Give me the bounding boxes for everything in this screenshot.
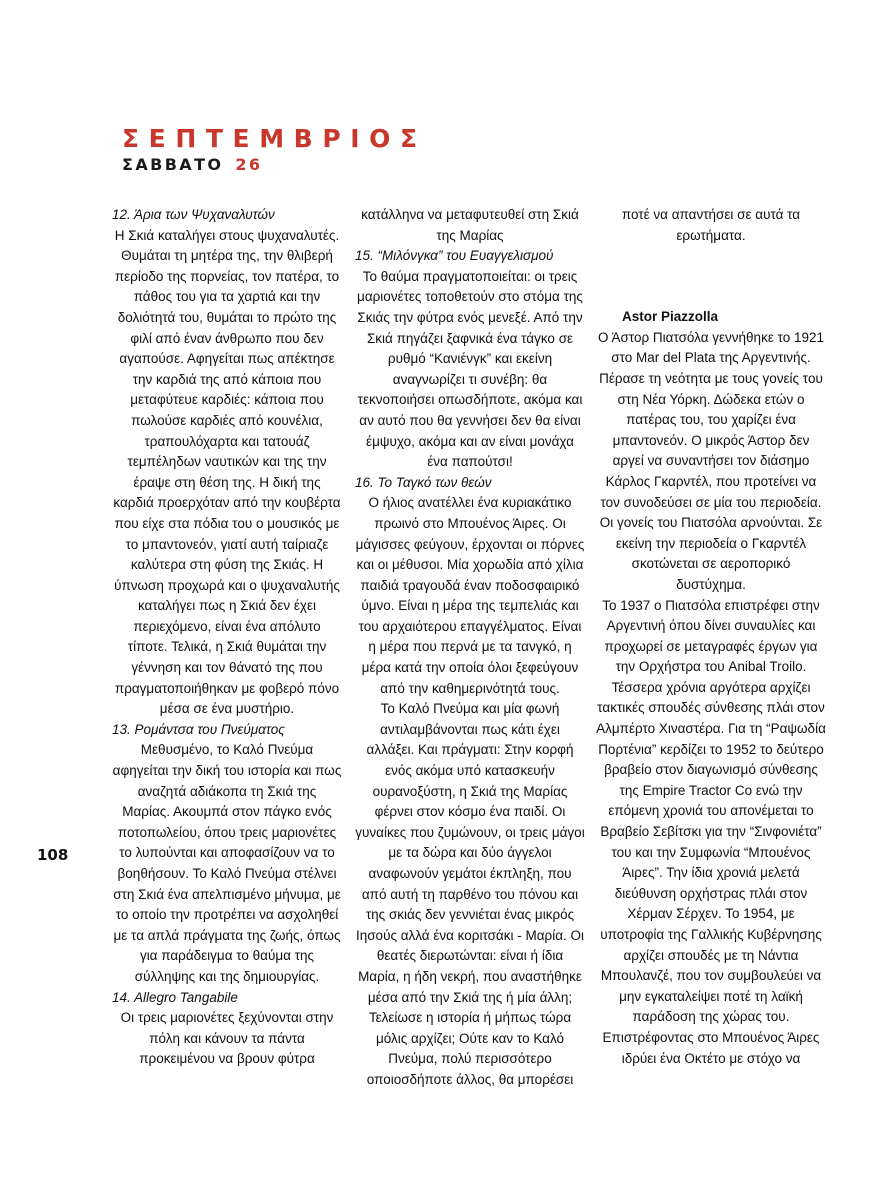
section-12-body: Η Σκιά καταλήγει στους ψυχαναλυτές. Θυμάται τη μητέρα της, την θλιβερή περίοδο της πορνείας, τον πατέρα, το πάθος του για τα χαρτιά και την δολιότητά του, θυμάται το πρώτο της φιλί από έναν άνθρωπο που δεν αγαπούσε. Αφηγείται πως απέκτησε την καρδιά της από κάποια που μεταφύτευε καρδιές: κάποια που πωλούσε καρδιές από κουνέλια, τραπουλόχαρτα και τατουάζ τεμπέληδων ναυτικών και της την έραψε στη θέση της. Η δική της καρδιά προερχόταν από την κουβέρτα που είχε στα πόδια του ο μουσικός με το μπαντονεόν, γιατί αυτή ταίριαζε καλύτερα στη φύση της Σκιάς. Η ύπνωση προχωρά και ο ψυχαναλυτής καταλήγει πως η Σκιά δεν έχει περιεχόμενο, είναι ένα απόλυτο τίποτε. Τελικά, η Σκιά θυμάται την γέννηση και τον θάνατό της που πραγματοποιήθηκαν με φοβερό πόνο μέσα σε ένα μυστήριο. xyxy=(113,227,341,717)
text-column-3 xyxy=(596,205,826,1069)
section-16-title: 16. Το Ταγκό των θεών xyxy=(355,474,492,490)
section-15-body: Το θαύμα πραγματοποιείται: οι τρεις μαριονέτες τοποθετούν στο στόμα της Σκιάς την φύτρα ενός μενεξέ. Από την Σκιά πηγάζει ξαφνικά ένα τάγκο σε ρυθμό “Κανιένγκ” και εκείνη αναγνωρίζει τι συνέβη: θα τεκνοποιήσει οπωσδήποτε, ακόμα και αν αυτό που θα γεννήσει δεν θα είναι έμψυχο, ακόμα και αν είναι μονάχα ένα παπούτσι! xyxy=(357,268,583,470)
section-15-title: 15. “Μιλόνγκα” του Ευαγγελισμού xyxy=(355,248,554,264)
section-13-title: 13. Ρομάντσα του Πνεύματος xyxy=(112,721,285,737)
section-12-title: 12. Άρια των Ψυχαναλυτών xyxy=(112,207,275,222)
section-14-continued: κατάλληνα να μεταφυτευθεί στη Σκιά της Μαρίας xyxy=(361,207,579,243)
page-number: 108 xyxy=(37,846,69,864)
section-14-title: 14. Allegro Tangabile xyxy=(112,989,238,1005)
day-name: ΣΑΒΒΑΤΟ xyxy=(122,155,224,174)
column-spacer xyxy=(596,246,826,307)
section-16-body-2: Το Καλό Πνεύμα και μία φωνή αντιλαμβάνονται πως κάτι έχει αλλάξει. Και πράγματι: Στην κορφή ενός ακόμα υπό κατασκευήν ουρανοξύστη, η Σκιά της Μαρίας φέρνει στον κόσμο ένα παιδί. Οι γυναίκες που ζυμώνουν, οι τρεις μάγοι με τα δώρα και δύο άγγελοι αναφωνούν γεμάτοι έκπληξη, που από αυτή τη παρθένο του πόνου και της σκιάς δεν γεννιέται ένας μικρός Ιησούς αλλά ένα κοριτσάκι - Μαρία. Οι θεατές διερωτώνται: είναι ή ίδια Μαρία, η ήδη νεκρή, που αναστήθηκε μέσα από την Σκιά της ή μία άλλη; Τελείωσε η ιστορία ή μήπως τώρα μόλις αρχίζει; Ούτε καν το Καλό Πνεύμα, πολύ περισσότερο οποιοσδήποτε άλλος, θα μπορέσει xyxy=(355,701,585,1087)
biography-paragraph-2: Το 1937 ο Πιατσόλα επιστρέφει στην Αργεντινή όπου δίνει συναυλίες και προχωρεί σε μεταγραφές έργων για την Ορχήστρα του Anibal Troilo. Τέσσερα χρόνια αργότερα αρχίζει τακτικές σπουδές σύνθεσης πλάι στον Αλμπέρτο Χιναστέρα. Για τη “Ραψωδία Πορτένια” κερδίζει το 1952 το δεύτερο βραβείο στον διαγωνισμό σύνθεσης της Empire Tractor Co ενώ την επόμενη χρονιά του απονέμεται το Βραβείο Σεβίτσκι για την “Σινφονιέτα” του και την Συμφωνία “Μπουένος Άιρες”. Την ίδια χρονιά μελετά διεύθυνση ορχήστρας πλάι στον Χέρμαν Σέρχεν. Το 1954, με υποτροφία της Γαλλικής Κυβέρνησης αρχίζει σπουδές με τη Νάντια Μπουλανζέ, που τον συμβουλεύει να μην εγκαταλείψει ποτέ τη λαϊκή παράδοση της χώρας του. Επιστρέφοντας στο Μπουένος Άιρες ιδρύει ένα Οκτέτο με στόχο να xyxy=(596,597,826,1066)
section-16-body-1: Ο ήλιος ανατέλλει ένα κυριακάτικο πρωινό στο Μπουένος Άιρες. Οι μάγισσες φεύγουν, έρχονται οι πόρνες και οι μέθυσοι. Μία χορωδία από χίλια παιδιά τραγουδά έναν ποδοσφαιρικό ύμνο. Είναι η μέρα της τεμπελιάς και του αρχαιότερου επαγγέλματος. Είναι η μέρα που περνά με τα τανγκό, η μέρα κατά την οποία όλοι ξεφεύγουν από την καθημερινότητά τους. xyxy=(355,495,585,696)
day-number: 26 xyxy=(235,155,263,174)
section-16-continued: ποτέ να απαντήσει σε αυτά τα ερωτήματα. xyxy=(621,207,801,243)
day-title xyxy=(122,157,262,173)
section-14-body: Οι τρεις μαριονέτες ξεχύνονται στην πόλη και κάνουν τα πάντα προκειμένου να βρουν φύτρα xyxy=(120,1010,334,1067)
text-column-1 xyxy=(112,205,342,1070)
biography-paragraph-1: Ο Άστορ Πιατσόλα γεννήθηκε το 1921 στο Mar del Plata της Αργεντινής. Πέρασε τη νεότητα με τους γονείς του στη Νέα Υόρκη. Δώδεκα ετών ο πατέρας του, του χαρίζει ένα μπαντονεόν. Ο μικρός Άστορ δεν αργεί να συναντήσει τον διάσημο Κάρλος Γκαρντέλ, που προτείνει να τον συνοδεύσει σε μία του περιοδεία. Οι γονείς του Πιατσόλα αρνούνται. Σε εκείνη την περιοδεία ο Γκαρντέλ σκοτώνεται σε αεροπορικό δυστύχημα. xyxy=(597,329,825,592)
section-13-body: Μεθυσμένο, το Καλό Πνεύμα αφηγείται την δική του ιστορία και πως αναζητά αδιάκοπα τη Σκιά της Μαρίας. Ακουμπά στον πάγκο ενός ποτοπωλείου, όπου τρεις μαριονέτες το λυπούνται και αποφασίζουν να το βοηθήσουν. Το Καλό Πνεύμα στέλνει στη Σκιά ένα απελπισμένο μήνυμα, με το οποίο την προτρέπει να ασχοληθεί με τα απλά πράγματα της ζωής, όπως για παράδειγμα το θαύμα της σύλληψης και της δημιουργίας. xyxy=(112,742,342,984)
biography-title: Astor Piazzolla xyxy=(622,309,719,325)
month-title: ΣΕΠΤΕΜΒΡΙΟΣ xyxy=(122,124,427,153)
text-column-2 xyxy=(355,205,585,1091)
